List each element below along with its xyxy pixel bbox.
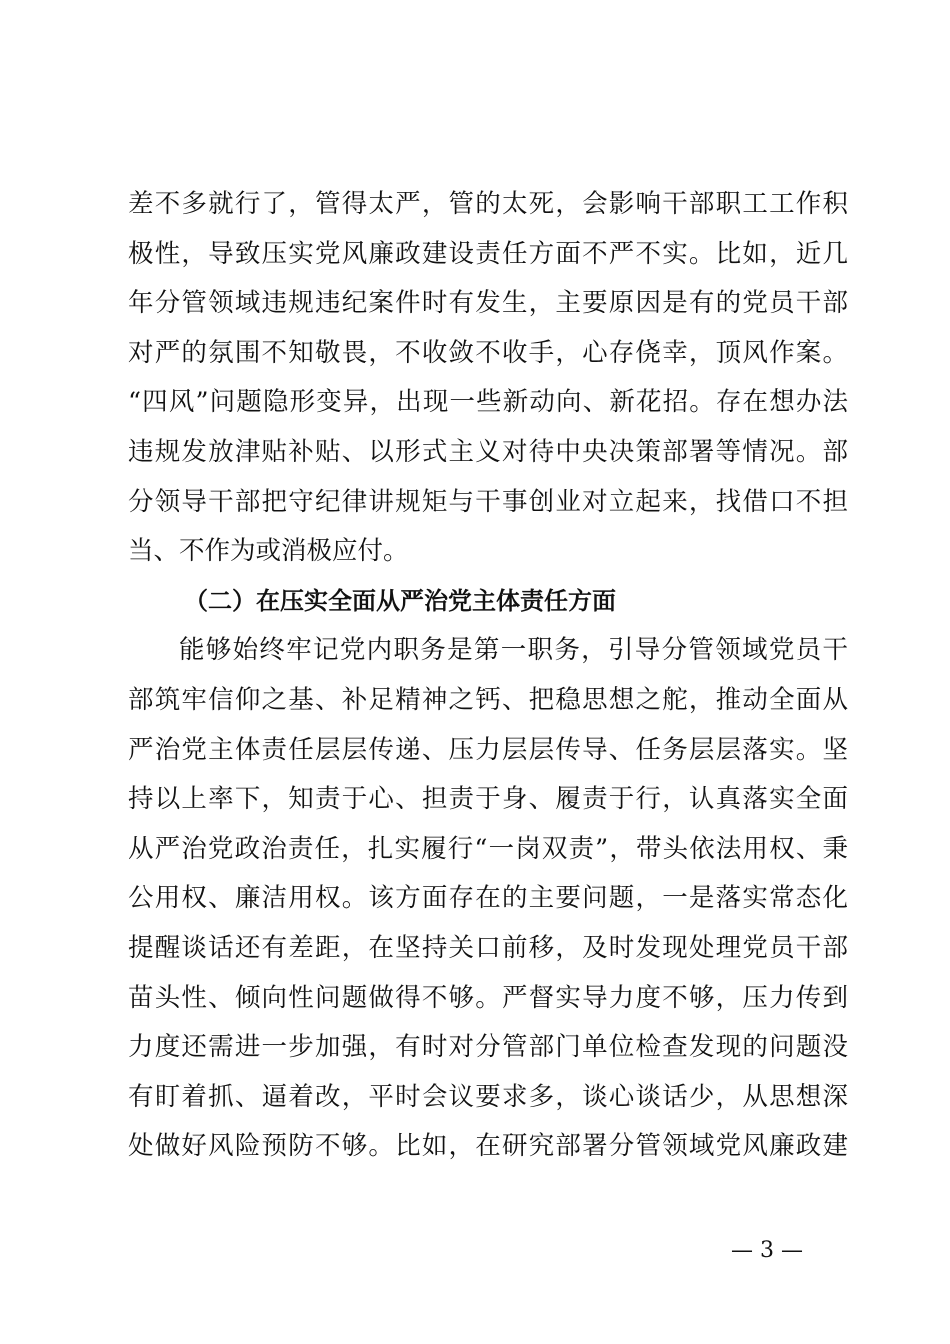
paragraph-1-line-8: 当、不作为或消极应付。 (128, 536, 409, 567)
section-heading: （二）在压实全面从严治党主体责任方面 (184, 586, 616, 615)
paragraph-2-line-8: 苗头性、倾向性问题做得不够。严督实导力度不够，压力传到 (128, 982, 848, 1013)
page-number: — 3 — (731, 1238, 803, 1263)
paragraph-2-line-9: 力度还需进一步加强，有时对分管部门单位检查发现的问题没 (128, 1032, 848, 1063)
paragraph-1-line-3: 年分管领域违规违纪案件时有发生，主要原因是有的党员干部 (128, 288, 848, 319)
paragraph-2-line-6: 公用权、廉洁用权。该方面存在的主要问题，一是落实常态化 (128, 883, 848, 914)
paragraph-2-line-2: 部筑牢信仰之基、补足精神之钙、把稳思想之舵，推动全面从 (128, 684, 848, 715)
paragraph-2-line-4: 持以上率下，知责于心、担责于身、履责于行，认真落实全面 (128, 784, 848, 815)
paragraph-1-line-4: 对严的氛围不知敬畏，不收敛不收手，心存侥幸，顶风作案。 (128, 337, 848, 368)
paragraph-2-line-1: 能够始终牢记党内职务是第一职务，引导分管领域党员干 (179, 635, 848, 666)
paragraph-2-line-7: 提醒谈话还有差距，在坚持关口前移，及时发现处理党员干部 (128, 932, 848, 963)
paragraph-2-line-10: 有盯着抓、逼着改，平时会议要求多，谈心谈话少，从思想深 (128, 1081, 848, 1112)
paragraph-1-line-6: 违规发放津贴补贴、以形式主义对待中央决策部署等情况。部 (128, 436, 848, 467)
document-body (128, 180, 848, 1172)
paragraph-1-line-5: “四风”问题隐形变异，出现一些新动向、新花招。存在想办法 (128, 387, 848, 418)
paragraph-1-line-2: 极性，导致压实党风廉政建设责任方面不严不实。比如，近几 (128, 238, 848, 269)
paragraph-2-line-5: 从严治党政治责任，扎实履行“一岗双责”，带头依法用权、秉 (128, 833, 848, 864)
paragraph-1-line-1: 差不多就行了，管得太严，管的太死，会影响干部职工工作积 (128, 189, 848, 219)
paragraph-2-line-11: 处做好风险预防不够。比如，在研究部署分管领域党风廉政建 (128, 1131, 848, 1162)
paragraph-1-line-7: 分领导干部把守纪律讲规矩与干事创业对立起来，找借口不担 (128, 486, 848, 517)
paragraph-2-line-3: 严治党主体责任层层传递、压力层层传导、任务层层落实。坚 (128, 734, 848, 765)
